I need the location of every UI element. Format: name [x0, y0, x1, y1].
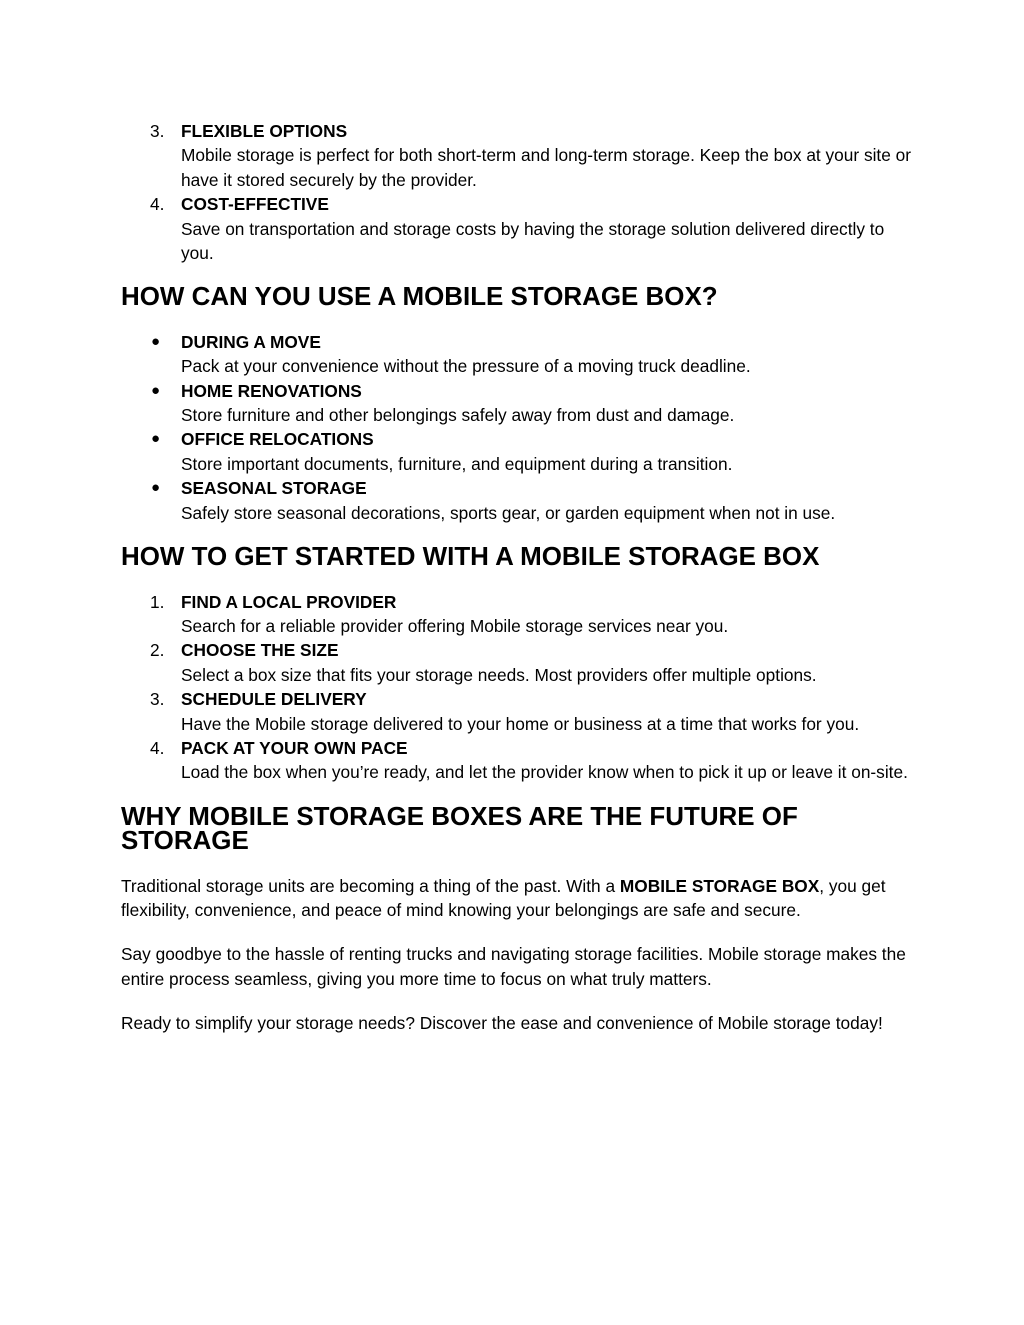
list-item — [121, 119, 911, 192]
paragraph — [121, 874, 911, 923]
list-item — [121, 427, 911, 476]
list-item — [121, 192, 911, 265]
list-item-description: Load the box when you’re ready, and let the provider know when to pick it up or leave it on-site. — [181, 762, 908, 783]
list-item-description: Search for a reliable provider offering Mobile storage services near you. — [181, 615, 729, 636]
list-item — [121, 476, 911, 525]
list-item — [121, 638, 911, 687]
list-item-description: Store furniture and other belongings safely away from dust and damage. — [181, 405, 735, 426]
section-heading-uses: HOW CAN YOU USE A MOBILE STORAGE BOX? — [121, 283, 718, 312]
list-item-title: FLEXIBLE OPTIONS — [181, 121, 348, 141]
section-heading-future: WHY MOBILE STORAGE BOXES ARE THE FUTURE OF STORAGE — [121, 802, 798, 856]
bold-keyword: MOBILE STORAGE BOX — [619, 875, 820, 896]
bullet-icon: ● — [151, 430, 161, 448]
getting-started-list — [121, 590, 911, 785]
list-item-description: Safely store seasonal decorations, sports gear, or garden equipment when not in use. — [181, 502, 836, 523]
paragraph: Say goodbye to the hassle of renting trucks and navigating storage facilities. Mobile storage makes the entire process seamless, giving you more time to focus on what truly matters. — [121, 944, 906, 989]
list-number: 4. — [150, 194, 165, 215]
list-item — [121, 379, 911, 428]
section-heading-getting-started: HOW TO GET STARTED WITH A MOBILE STORAGE BOX — [121, 543, 820, 572]
list-number: 3. — [150, 689, 165, 710]
paragraph-text: Traditional storage units are becoming a thing of the past. With a — [121, 875, 620, 896]
list-item — [121, 687, 911, 736]
list-number: 2. — [150, 640, 165, 661]
uses-list — [121, 330, 911, 525]
list-item-description: Mobile storage is perfect for both short-term and long-term storage. Keep the box at your site or have it stored securely by the provider. — [181, 145, 912, 190]
list-item — [121, 736, 911, 785]
document-page — [121, 119, 911, 1036]
list-item-title: COST-EFFECTIVE — [181, 194, 329, 215]
bullet-icon: ● — [151, 332, 161, 350]
list-number: 1. — [150, 591, 165, 612]
list-item-description: Store important documents, furniture, and equipment during a transition. — [181, 453, 733, 474]
list-item-title: CHOOSE THE SIZE — [181, 640, 339, 661]
list-item — [121, 590, 911, 639]
list-item — [121, 330, 911, 379]
paragraph: Ready to simplify your storage needs? Discover the ease and convenience of Mobile storage today! — [121, 1013, 883, 1034]
list-number: 3. — [150, 121, 165, 141]
bullet-icon: ● — [151, 479, 161, 497]
paragraph-text: , you get flexibility, convenience, and peace of mind knowing your belongings are safe and secure. — [121, 875, 886, 920]
list-item-title: OFFICE RELOCATIONS — [181, 429, 374, 450]
list-item-description: Save on transportation and storage costs by having the storage solution delivered directly to you. — [181, 218, 885, 264]
list-item-description: Have the Mobile storage delivered to your home or business at a time that works for you. — [181, 713, 860, 734]
list-item-title: SCHEDULE DELIVERY — [181, 689, 367, 710]
list-item-title: DURING A MOVE — [181, 331, 321, 352]
bullet-icon: ● — [151, 381, 161, 399]
list-number: 4. — [150, 737, 165, 758]
benefits-list-continued — [121, 119, 911, 265]
list-item-title: SEASONAL STORAGE — [181, 478, 367, 499]
list-item-title: PACK AT YOUR OWN PACE — [181, 737, 408, 758]
list-item-description: Pack at your convenience without the pressure of a moving truck deadline. — [181, 356, 751, 377]
list-item-description: Select a box size that fits your storage needs. Most providers offer multiple options. — [181, 664, 817, 685]
list-item-title: HOME RENOVATIONS — [181, 380, 362, 401]
list-item-title: FIND A LOCAL PROVIDER — [181, 591, 397, 612]
